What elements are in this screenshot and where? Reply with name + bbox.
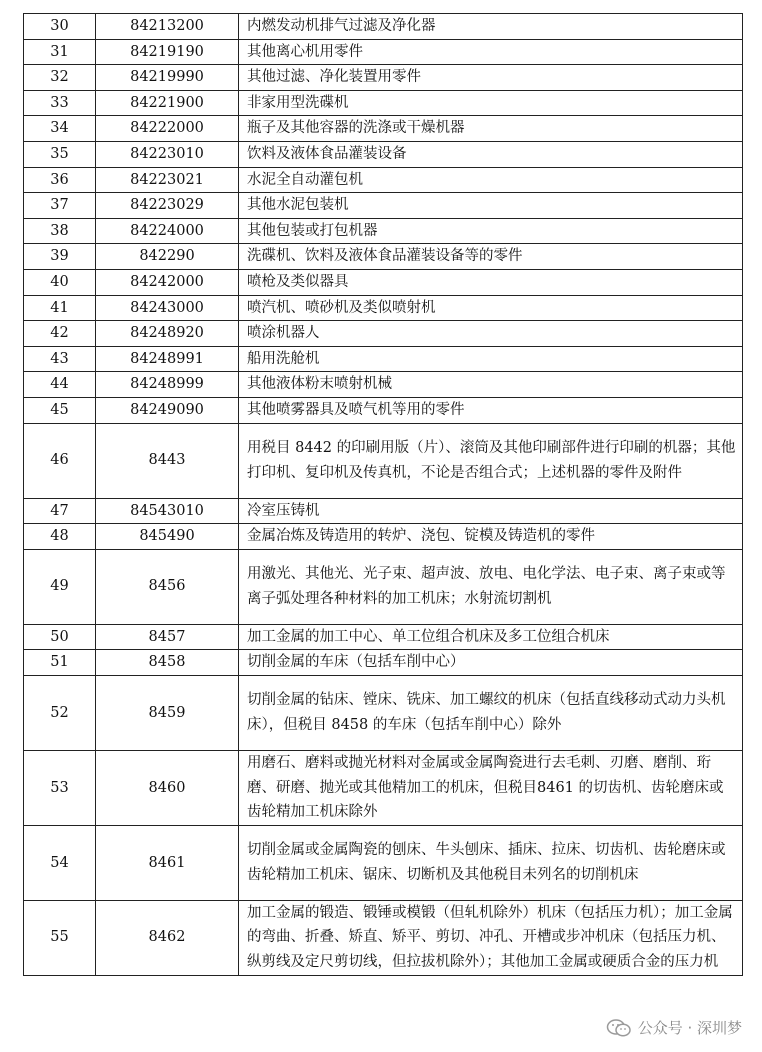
watermark (606, 1017, 742, 1038)
table-row (24, 321, 743, 347)
description-cell: 其他包装或打包机器 (239, 218, 743, 244)
row-number-cell: 36 (24, 167, 96, 193)
description-cell: 用磨石、磨料或抛光材料对金属或金属陶瓷进行去毛刺、刃磨、磨削、珩磨、研磨、抛光或其他精加工的机床，但税目8461 的切齿机、齿轮磨床或齿轮精加工机床除外 (239, 750, 743, 825)
description-cell: 其他水泥包装机 (239, 193, 743, 219)
table-row (24, 193, 743, 219)
table-row (24, 498, 743, 524)
description-cell: 加工金属的加工中心、单工位组合机床及多工位组合机床 (239, 624, 743, 650)
table-row (24, 624, 743, 650)
description-cell: 洗碟机、饮料及液体食品灌装设备等的零件 (239, 244, 743, 270)
table-row (24, 116, 743, 142)
row-number-cell: 52 (24, 675, 96, 750)
row-number-cell: 55 (24, 900, 96, 975)
table-row (24, 675, 743, 750)
hs-code-cell: 84543010 (96, 498, 239, 524)
hs-code-cell: 84223021 (96, 167, 239, 193)
description-cell: 用激光、其他光、光子束、超声波、放电、电化学法、电子束、离子束或等离子弧处理各种材料的加工机床；水射流切割机 (239, 549, 743, 624)
table-row (24, 141, 743, 167)
hs-code-cell: 84224000 (96, 218, 239, 244)
row-number-cell: 35 (24, 141, 96, 167)
row-number-cell: 44 (24, 372, 96, 398)
description-cell: 冷室压铸机 (239, 498, 743, 524)
table-row (24, 295, 743, 321)
description-cell: 喷涂机器人 (239, 321, 743, 347)
table-row (24, 39, 743, 65)
table-row (24, 524, 743, 550)
table-row (24, 750, 743, 825)
row-number-cell: 37 (24, 193, 96, 219)
hs-code-cell: 8457 (96, 624, 239, 650)
description-cell: 其他离心机用零件 (239, 39, 743, 65)
row-number-cell: 33 (24, 90, 96, 116)
table-row (24, 218, 743, 244)
watermark-text: 公众号 · 深圳梦 (637, 1019, 742, 1037)
row-number-cell: 51 (24, 650, 96, 676)
table-row (24, 549, 743, 624)
description-cell: 其他液体粉末喷射机械 (239, 372, 743, 398)
description-cell: 切削金属的钻床、镗床、铣床、加工螺纹的机床（包括直线移动式动力头机床），但税目 8458 的车床（包括车削中心）除外 (239, 675, 743, 750)
hs-code-cell: 8458 (96, 650, 239, 676)
hs-code-cell: 845490 (96, 524, 239, 550)
hs-code-cell: 84249090 (96, 397, 239, 423)
description-cell: 切削金属或金属陶瓷的刨床、牛头刨床、插床、拉床、切齿机、齿轮磨床或齿轮精加工机床、锯床、切断机及其他税目未列名的切削机床 (239, 825, 743, 900)
description-cell: 喷汽机、喷砂机及类似喷射机 (239, 295, 743, 321)
table-row (24, 346, 743, 372)
table-row (24, 423, 743, 498)
table-row (24, 397, 743, 423)
hs-code-cell: 84248991 (96, 346, 239, 372)
hs-code-cell: 8456 (96, 549, 239, 624)
hs-code-cell: 84243000 (96, 295, 239, 321)
row-number-cell: 32 (24, 65, 96, 91)
row-number-cell: 46 (24, 423, 96, 498)
row-number-cell: 40 (24, 269, 96, 295)
hs-code-cell: 8462 (96, 900, 239, 975)
tariff-table (23, 13, 743, 976)
table-row (24, 244, 743, 270)
hs-code-cell: 8459 (96, 675, 239, 750)
description-cell: 喷枪及类似器具 (239, 269, 743, 295)
hs-code-cell: 84219990 (96, 65, 239, 91)
row-number-cell: 49 (24, 549, 96, 624)
description-cell: 非家用型洗碟机 (239, 90, 743, 116)
table-row (24, 372, 743, 398)
row-number-cell: 47 (24, 498, 96, 524)
hs-code-cell: 84219190 (96, 39, 239, 65)
description-cell: 其他喷雾器具及喷气机等用的零件 (239, 397, 743, 423)
table-row (24, 14, 743, 40)
table-row (24, 650, 743, 676)
wechat-icon (606, 1018, 632, 1038)
row-number-cell: 42 (24, 321, 96, 347)
hs-code-cell: 842290 (96, 244, 239, 270)
description-cell: 加工金属的锻造、锻锤或模锻（但轧机除外）机床（包括压力机）；加工金属的弯曲、折叠、矫直、矫平、剪切、冲孔、开槽或步冲机床（包括压力机、纵剪线及定尺剪切线，但拉拔机除外）；其他加工金属或硬质合金的压力机 (239, 900, 743, 975)
table-row (24, 825, 743, 900)
hs-code-cell: 84242000 (96, 269, 239, 295)
table-row (24, 269, 743, 295)
hs-code-cell: 84223010 (96, 141, 239, 167)
description-cell: 其他过滤、净化装置用零件 (239, 65, 743, 91)
table-row (24, 65, 743, 91)
row-number-cell: 54 (24, 825, 96, 900)
description-cell: 饮料及液体食品灌装设备 (239, 141, 743, 167)
table-row (24, 900, 743, 975)
row-number-cell: 39 (24, 244, 96, 270)
hs-code-cell: 84248920 (96, 321, 239, 347)
row-number-cell: 31 (24, 39, 96, 65)
row-number-cell: 43 (24, 346, 96, 372)
hs-code-cell: 84222000 (96, 116, 239, 142)
tariff-table-body (24, 14, 743, 976)
description-cell: 水泥全自动灌包机 (239, 167, 743, 193)
row-number-cell: 41 (24, 295, 96, 321)
row-number-cell: 38 (24, 218, 96, 244)
table-row (24, 90, 743, 116)
table-row (24, 167, 743, 193)
hs-code-cell: 84213200 (96, 14, 239, 40)
hs-code-cell: 8461 (96, 825, 239, 900)
description-cell: 用税目 8442 的印刷用版（片）、滚筒及其他印刷部件进行印刷的机器；其他打印机、复印机及传真机，不论是否组合式；上述机器的零件及附件 (239, 423, 743, 498)
hs-code-cell: 84223029 (96, 193, 239, 219)
hs-code-cell: 8460 (96, 750, 239, 825)
hs-code-cell: 8443 (96, 423, 239, 498)
row-number-cell: 48 (24, 524, 96, 550)
description-cell: 内燃发动机排气过滤及净化器 (239, 14, 743, 40)
description-cell: 切削金属的车床（包括车削中心） (239, 650, 743, 676)
row-number-cell: 53 (24, 750, 96, 825)
row-number-cell: 30 (24, 14, 96, 40)
row-number-cell: 45 (24, 397, 96, 423)
row-number-cell: 34 (24, 116, 96, 142)
description-cell: 船用洗舱机 (239, 346, 743, 372)
hs-code-cell: 84248999 (96, 372, 239, 398)
hs-code-cell: 84221900 (96, 90, 239, 116)
description-cell: 金属冶炼及铸造用的转炉、浇包、锭模及铸造机的零件 (239, 524, 743, 550)
row-number-cell: 50 (24, 624, 96, 650)
description-cell: 瓶子及其他容器的洗涤或干燥机器 (239, 116, 743, 142)
